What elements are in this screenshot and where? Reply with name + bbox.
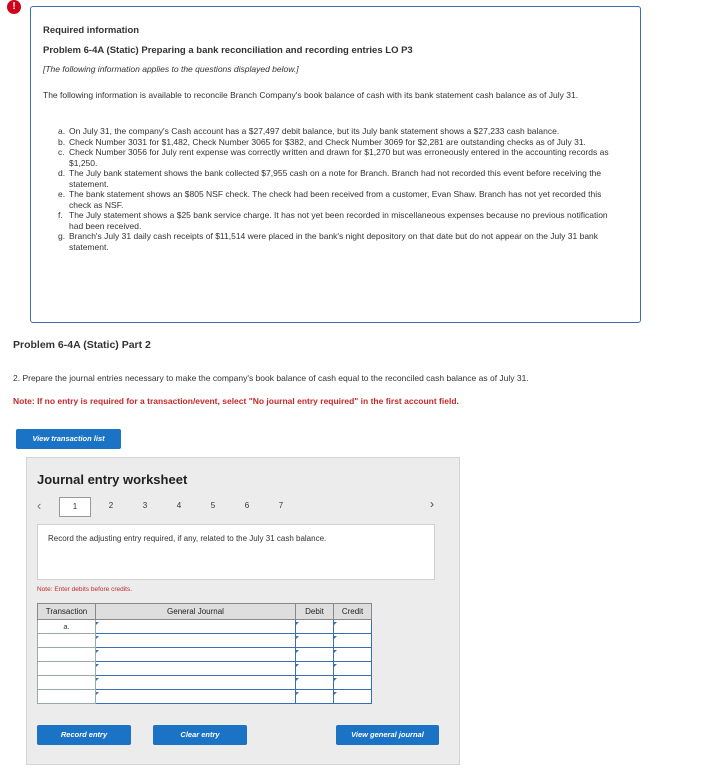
journal-entry-worksheet xyxy=(26,457,460,765)
view-transaction-list-button[interactable]: View transaction list xyxy=(16,429,121,449)
transaction-cell xyxy=(38,662,96,676)
page-tab-4[interactable]: 4 xyxy=(176,501,182,510)
clear-entry-button[interactable]: Clear entry xyxy=(153,725,247,745)
credit-input[interactable] xyxy=(334,620,372,634)
worksheet-title: Journal entry worksheet xyxy=(37,472,188,487)
transaction-cell: a. xyxy=(38,620,96,634)
record-prompt-box xyxy=(37,524,435,580)
page-tab-7[interactable]: 7 xyxy=(278,501,284,510)
part-title: Problem 6-4A (Static) Part 2 xyxy=(13,339,151,351)
required-information-panel xyxy=(30,6,641,323)
table-row xyxy=(38,634,372,648)
table-row xyxy=(38,620,372,634)
debit-input[interactable] xyxy=(296,676,334,690)
credit-input[interactable] xyxy=(334,648,372,662)
intro-text: The following information is available to reconcile Branch Company's book balance of cash with its bank statement cash balance as of July 31. xyxy=(43,90,579,100)
journal-table xyxy=(37,603,372,704)
transaction-cell xyxy=(38,634,96,648)
record-entry-button[interactable]: Record entry xyxy=(37,725,131,745)
debit-input[interactable] xyxy=(296,634,334,648)
chevron-right-icon[interactable]: › xyxy=(430,497,434,511)
problem-title: Problem 6-4A (Static) Preparing a bank reconciliation and recording entries LO P3 xyxy=(43,45,413,56)
general-journal-header: General Journal xyxy=(96,604,296,620)
credit-input[interactable] xyxy=(334,676,372,690)
list-item: c. Check Number 3056 for July rent expense was correctly written and drawn for $1,270 but was erroneously entered in the accounting records as $1,250. xyxy=(58,147,609,168)
debit-header: Debit xyxy=(296,604,334,620)
credit-header: Credit xyxy=(334,604,372,620)
page-tab-3[interactable]: 3 xyxy=(142,501,148,510)
debit-input[interactable] xyxy=(296,620,334,634)
account-select[interactable] xyxy=(96,648,296,662)
part-instruction: 2. Prepare the journal entries necessary to make the company's book balance of cash equal to the reconciled cash balance as of July 31. xyxy=(13,373,529,383)
list-item: d. The July bank statement shows the bank collected $7,955 cash on a note for Branch. Branch had not recorded this event before receiving the statement. xyxy=(58,168,602,189)
transaction-cell xyxy=(38,690,96,704)
table-row xyxy=(38,676,372,690)
requirements-list xyxy=(58,126,613,252)
page-tab-5[interactable]: 5 xyxy=(210,501,216,510)
account-select[interactable] xyxy=(96,662,296,676)
list-item: g. Branch's July 31 daily cash receipts of $11,514 were placed in the bank's night depository on that date but do not appear on the July 31 bank statement. xyxy=(58,231,599,252)
account-select[interactable] xyxy=(96,690,296,704)
credit-input[interactable] xyxy=(334,634,372,648)
transaction-cell xyxy=(38,676,96,690)
journal-header-row xyxy=(38,604,372,620)
table-row xyxy=(38,648,372,662)
required-info-heading: Required information xyxy=(43,25,140,36)
debits-note: Note: Enter debits before credits. xyxy=(37,586,133,593)
page-tab-1[interactable]: 1 xyxy=(59,497,91,517)
no-entry-note: Note: If no entry is required for a transaction/event, select "No journal entry required" in the first account field. xyxy=(13,396,459,406)
account-select[interactable] xyxy=(96,676,296,690)
table-row xyxy=(38,690,372,704)
chevron-left-icon[interactable]: ‹ xyxy=(37,498,42,513)
list-item: e. The bank statement shows an $805 NSF check. The check had been received from a customer, Evan Shaw. Branch has not yet recorded this check as NSF. xyxy=(58,189,602,210)
applies-note: [The following information applies to the questions displayed below.] xyxy=(43,64,299,74)
worksheet-pager xyxy=(37,498,442,514)
transaction-cell xyxy=(38,648,96,662)
view-general-journal-button[interactable]: View general journal xyxy=(336,725,439,745)
list-item: f. The July statement shows a $25 bank service charge. It has not yet been recorded in miscellaneous expenses because no previous notification had been received. xyxy=(58,210,608,231)
page-tab-2[interactable]: 2 xyxy=(108,501,114,510)
debit-input[interactable] xyxy=(296,648,334,662)
account-select[interactable] xyxy=(96,620,296,634)
list-item: a. On July 31, the company's Cash account has a $27,497 debit balance, but its July bank statement shows a $27,233 cash balance. xyxy=(58,126,560,136)
account-select[interactable] xyxy=(96,634,296,648)
debit-input[interactable] xyxy=(296,662,334,676)
alert-icon: ! xyxy=(7,0,21,14)
transaction-header: Transaction xyxy=(38,604,96,620)
record-prompt: Record the adjusting entry required, if any, related to the July 31 cash balance. xyxy=(48,534,327,543)
page-tab-6[interactable]: 6 xyxy=(244,501,250,510)
debit-input[interactable] xyxy=(296,690,334,704)
list-item: b. Check Number 3031 for $1,482, Check Number 3065 for $382, and Check Number 3069 for $2,281 are outstanding checks as of July 31. xyxy=(58,136,586,147)
credit-input[interactable] xyxy=(334,690,372,704)
table-row xyxy=(38,662,372,676)
credit-input[interactable] xyxy=(334,662,372,676)
